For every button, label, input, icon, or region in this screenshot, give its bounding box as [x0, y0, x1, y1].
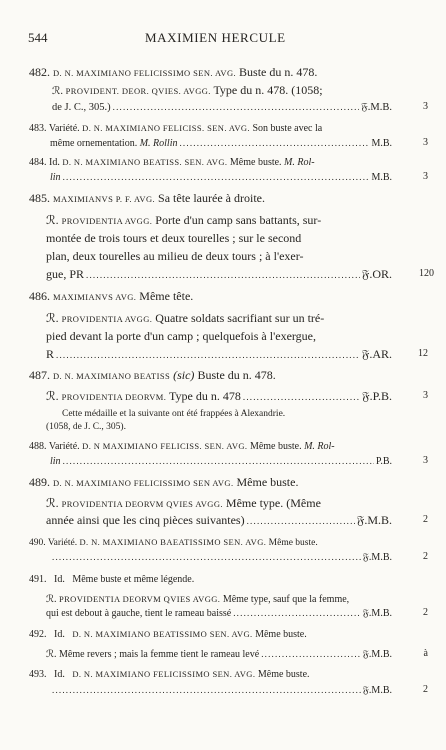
- entry-484: 484. Id. D. N. MAXIMIANO BEATISS. SEN. AVG. Même buste. M. Rol-: [29, 157, 315, 168]
- entry-486-reverse: ℛ. PROVIDENTIA AVGG. Quatre soldats sacrifiant sur un tré-: [46, 311, 325, 325]
- entry-485: 485. MAXIMIANVS P. F. AVG. Sa tête laurée à droite.: [29, 191, 265, 205]
- entry-493-line2: ..... 𝔉.M.B.: [50, 684, 392, 697]
- entry-483-line2: même ornementation. M. Rollin ..... M.B.: [50, 137, 392, 150]
- entry-489-reverse: ℛ. PROVIDENTIA DEORVM QVIES AVGG. Même type. (Même: [46, 496, 321, 510]
- entry-486: 486. MAXIMIANVS AVG. Même tête.: [29, 289, 194, 303]
- entry-484-line2: lin ..... M.B.: [50, 171, 392, 184]
- entry-492: 492. Id. D. N. MAXIMIANO BEATISSIMO SEN. AVG. Même buste.: [29, 629, 307, 640]
- entry-488: 488. Variété. D. N MAXIMIANO FELICISS. SEN. AVG. Même buste. M. Rol-: [29, 441, 335, 452]
- entry-489-line2: année ainsi que les cinq pièces suivantes) ..... 𝔉.M.B.: [46, 514, 392, 528]
- entry-485-reverse: ℛ. PROVIDENTIA AVGG. Porte d'un camp sans battants, sur-: [46, 213, 322, 227]
- page-number: 544: [28, 30, 48, 45]
- entry-486-value: 12: [418, 348, 428, 359]
- entry-490-line2: ..... 𝔉.M.B.: [50, 551, 392, 564]
- entry-487-note2: (1058, de J. C., 305).: [46, 422, 126, 432]
- entry-482: 482. D. N. MAXIMIANO FELICISSIMO SEN. AVG. Buste du n. 478.: [29, 65, 318, 79]
- entry-489-value: 2: [423, 514, 428, 525]
- entry-487-reverse: ℛ. PROVIDENTIA DEORVM. Type du n. 478 ..... 𝔉.P.B.: [46, 390, 392, 404]
- entry-492-reverse: ℛ. Même revers ; mais la femme tient le rameau levé ..... 𝔉.M.B.: [46, 648, 392, 661]
- entry-482-value: 3: [423, 101, 428, 112]
- entry-486-line3: R ..... 𝔉.AR.: [46, 348, 392, 362]
- entry-487-value: 3: [423, 390, 428, 401]
- entry-484-value: 3: [423, 171, 428, 182]
- entry-482-line2: de J. C., 305.) ..... 𝔉.M.B.: [52, 101, 392, 114]
- entry-487: 487. D. N. MAXIMIANO BEATISS (sic) Buste du n. 478.: [29, 368, 276, 382]
- entry-483-value: 3: [423, 137, 428, 148]
- entry-492-value: à: [423, 648, 428, 659]
- entry-493: 493. Id. D. N. MAXIMIANO FELICISSIMO SEN. AVG. Même buste.: [29, 669, 310, 680]
- entry-485-line2: montée de trois tours et deux tourelles ; sur le second: [46, 231, 302, 245]
- entry-493-value: 2: [423, 684, 428, 695]
- entry-488-value: 3: [423, 455, 428, 466]
- entry-490-value: 2: [423, 551, 428, 562]
- entry-490: 490. Variété. D. N. MAXIMIANO BAEATISSIMO SEN. AVG. Même buste.: [29, 537, 318, 548]
- entry-491-line2: qui est debout à gauche, tient le rameau baissé ..... 𝔉.M.B.: [46, 607, 392, 620]
- entry-485-line4: gue, PR ..... 𝔉.OR.: [46, 268, 392, 282]
- entry-491-value: 2: [423, 607, 428, 618]
- page-title: MAXIMIEN HERCULE: [145, 30, 286, 45]
- entry-483: 483. Variété. D. N. MAXIMIANO FELICISS. SEN. AVG. Son buste avec la: [29, 123, 323, 134]
- entry-482-reverse: ℛ. PROVIDENT. DEOR. QVIES. AVGG. Type du n. 478. (1058;: [52, 83, 323, 97]
- entry-486-line2: pied devant la porte d'un camp ; quelquefois à l'exergue,: [46, 329, 317, 343]
- entry-485-value: 120: [419, 268, 434, 279]
- entry-491: 491. Id. Même buste et même légende.: [29, 574, 195, 585]
- entry-485-line3: plan, deux tourelles au milieu de deux tours ; à l'exer-: [46, 249, 304, 263]
- entry-489: 489. D. N. MAXIMIANO FELICISSIMO SEN AVG. Même buste.: [29, 475, 299, 489]
- entry-491-reverse: ℛ. PROVIDENTIA DEORVM QVIES AVGG. Même type, sauf que la femme,: [46, 594, 350, 605]
- entry-487-note: Cette médaille et la suivante ont été frappées à Alexandrie.: [62, 409, 286, 419]
- entry-488-line2: lin ..... P.B.: [50, 455, 392, 468]
